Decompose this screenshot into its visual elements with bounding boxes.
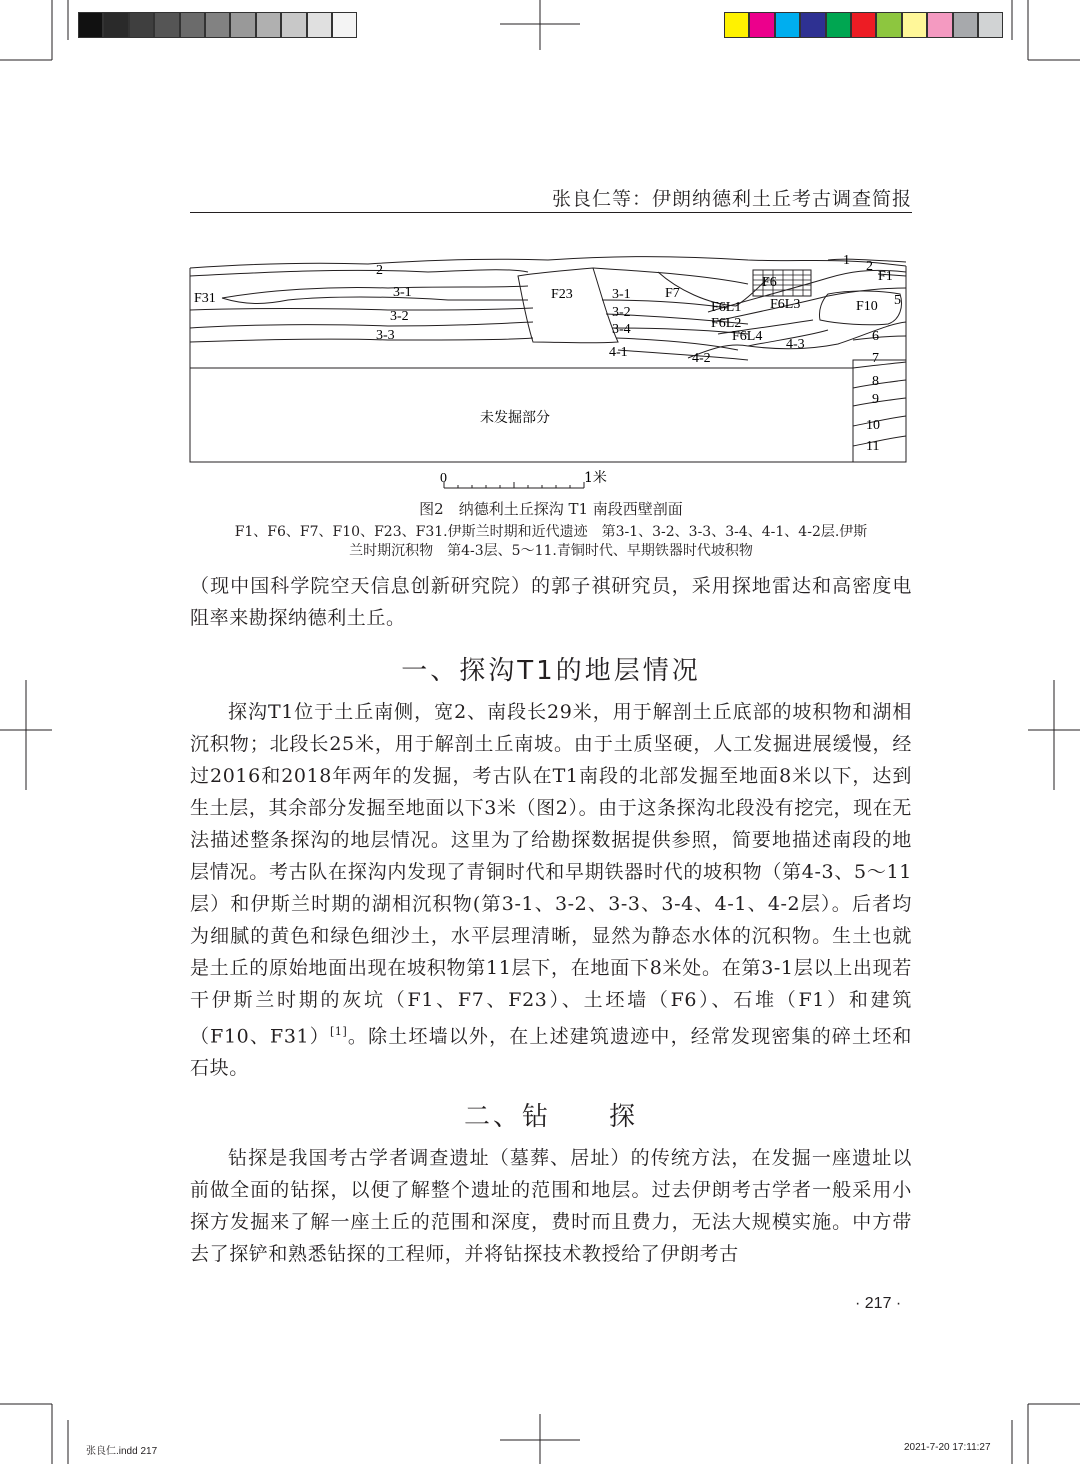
label-layer-1: 1 (843, 253, 850, 268)
figure-caption-note-line1: F1、F6、F7、F10、F23、F31.伊斯兰时期和近代遗迹 第3-1、3-2、3-3、3-4、4-1、4-2层.伊斯 (234, 524, 868, 540)
label-layer-3-1-mid: 3-1 (612, 287, 631, 302)
section-1-text-b: 。除土坯墙以外，在上述建筑遗迹中，经常发现密集的碎土坯和石块。 (190, 1025, 912, 1080)
header-rule (190, 212, 912, 213)
label-f6l1: F6L1 (711, 300, 742, 315)
label-f7: F7 (665, 286, 680, 301)
label-layer-4-2: 4-2 (692, 351, 711, 366)
page-number: · 217 · (855, 1295, 902, 1312)
section-1-body (190, 696, 912, 1084)
section-2-paragraph: 钻探是我国考古学者调查遗址（墓葬、居址）的传统方法，在发掘一座遗址以前做全面的钻探，以便了解整个遗址的范围和地层。过去伊朗考古学者一般采用小探方发掘来了解一座土丘的范围和深度，费时而且费力，无法大规模实施。中方带去了探铲和熟悉钻探的工程师，并将钻探技术教授给了伊朗考古 (190, 1147, 912, 1265)
label-f23: F23 (551, 287, 573, 302)
label-layer-3-4: 3-4 (612, 322, 631, 337)
figure-caption: 图2 纳德利土丘探沟 T1 南段西壁剖面 (419, 500, 683, 518)
slug-filename: 张良仁.indd 217 (86, 1446, 158, 1457)
label-f6l2: F6L2 (711, 316, 742, 331)
label-f6l3: F6L3 (770, 297, 801, 312)
section-1-text-a: 探沟T1位于土丘南侧，宽2、南段长29米，用于解剖土丘底部的坡积物和湖相沉积物；北段长25米，用于解剖土丘南坡。由于土质坚硬，人工发掘进展缓慢，经过2016和2018年两年的发掘，考古队在T1南段的北部发掘至地面8米以下，达到生土层，其余部分发掘至地面以下3米（图2）。由于这条探沟北段没有挖完，现在无法描述整条探沟的地层情况。这里为了给勘探数据提供参照，简要地描述南段的地层情况。考古队在探沟内发现了青铜时代和早期铁器时代的坡积物（第4-3、5～11层）和伊斯兰时期的湖相沉积物(第3-1、3-2、3-3、3-4、4-1、4-2层）。后者均为细腻的黄色和绿色细沙土，水平层理清晰，显然为静态水体的沉积物。生土也就是土丘的原始地面出现在坡积物第11层下，在地面下8米处。在第3-1层以上出现若干伊斯兰时期的灰坑（F1、F7、F23）、土坯墙（F6）、石堆（F1）和建筑（F10、F31） (190, 701, 912, 1048)
figure-caption-note-line2: 兰时期沉积物 第4-3层、5～11.青铜时代、早期铁器时代坡积物 (349, 543, 753, 559)
continuation-text: （现中国科学院空天信息创新研究院）的郭子祺研究员，采用探地雷达和高密度电阻率来勘探纳德利土丘。 (190, 575, 912, 629)
label-f31: F31 (194, 291, 216, 306)
label-f1: F1 (878, 269, 893, 284)
section-profile-figure (188, 250, 912, 492)
scale-one-meter: 1米 (584, 470, 607, 486)
reference-marker: [1] (329, 1025, 348, 1038)
label-layer-8: 8 (872, 374, 879, 389)
label-layer-9: 9 (872, 392, 879, 407)
section-2-body (190, 1142, 912, 1270)
section-1-title: 一、探沟T1的地层情况 (401, 656, 701, 686)
section-2-title: 二、钻 探 (463, 1102, 638, 1132)
label-layer-3-3-left: 3-3 (376, 328, 395, 343)
label-f6: F6 (762, 275, 777, 290)
label-layer-4-1: 4-1 (609, 345, 628, 360)
section-1-paragraph (190, 696, 912, 1084)
label-f6l4: F6L4 (732, 329, 763, 344)
slug-timestamp: 2021-7-20 17:11:27 (904, 1442, 991, 1453)
label-layer-5: 5 (894, 293, 901, 308)
label-layer-7: 7 (872, 351, 879, 366)
scale-bar (436, 470, 626, 496)
label-layer-3-1-left: 3-1 (393, 285, 412, 300)
label-layer-4-3: 4-3 (786, 337, 805, 352)
label-layer-2-left: 2 (376, 263, 383, 278)
label-layer-2-right: 2 (866, 259, 873, 274)
continuation-paragraph (190, 570, 912, 634)
label-layer-11: 11 (866, 439, 880, 454)
label-layer-3-2-mid: 3-2 (612, 305, 631, 320)
label-layer-3-2-left: 3-2 (390, 309, 409, 324)
label-unexcavated: 未发掘部分 (480, 411, 550, 426)
scale-zero: 0 (440, 471, 447, 486)
label-layer-10: 10 (866, 418, 880, 433)
label-layer-6: 6 (872, 329, 879, 344)
running-head: 张良仁等：伊朗纳德利土丘考古调查简报 (551, 188, 912, 210)
label-f10: F10 (856, 299, 878, 314)
